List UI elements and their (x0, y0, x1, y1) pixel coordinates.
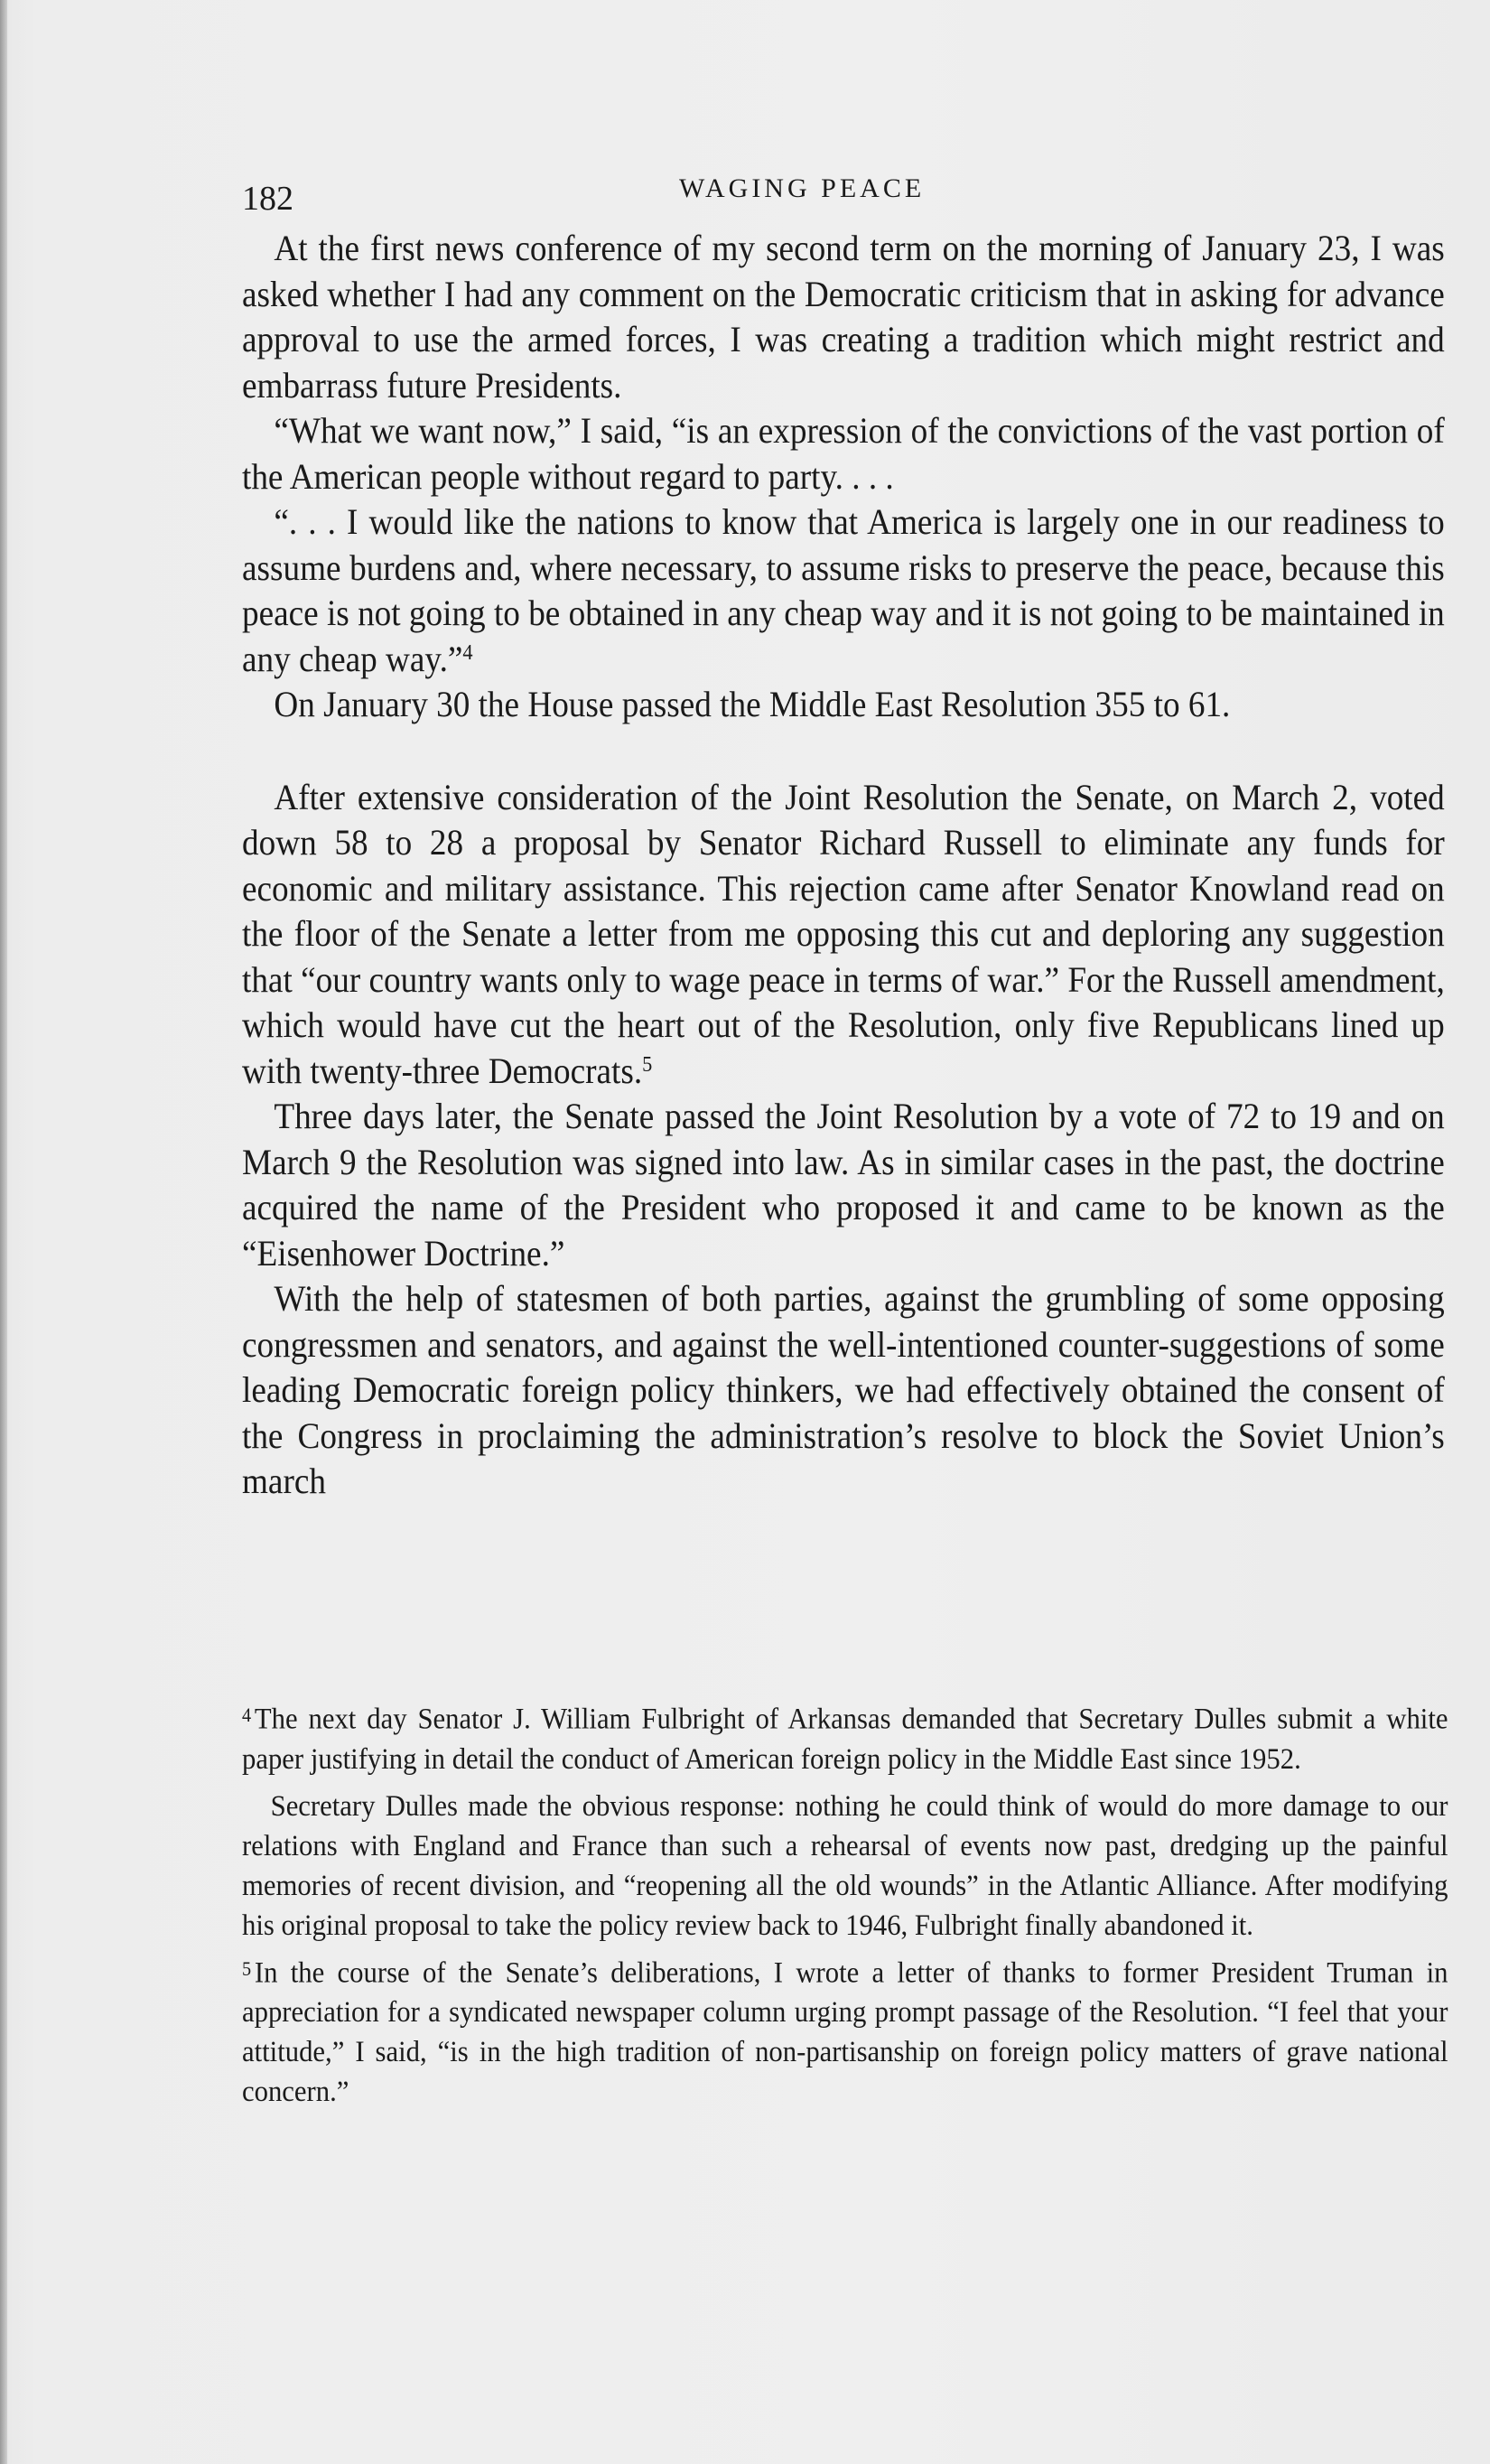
paragraph (242, 682, 1445, 728)
running-head (242, 173, 1443, 219)
footnote-text: The next day Senator J. William Fulbright of Arkansas demanded that Secretary Dulles submit a white paper justifying in detail the conduct of American foreign policy in the Middle East since 1952. (242, 1703, 1448, 1776)
paragraph (242, 775, 1445, 1095)
paragraph-text: On January 30 the House passed the Middle East Resolution 355 to 61. (274, 684, 1231, 724)
paragraph-text: With the help of statesmen of both parties, against the grumbling of some opposing congressmen and senators, and against the well-intentioned counter-suggestions of some leading Democratic foreign policy thinkers, we had effectively obtained the consent of the Congress in proclaiming the administration’s resolve to block the Soviet Union’s march (242, 1278, 1445, 1501)
paragraph (242, 499, 1445, 682)
paragraph-text: After extensive consideration of the Joint Resolution the Senate, on March 2, voted down 58 to 28 a proposal by Senator Richard Russell to eliminate any funds for economic and military assistance. This rejection came after Senator Knowland read on the floor of the Senate a letter from me opposing this cut and deploring any suggestion that “our country wants only to wage peace in terms of war.” For the Russell amendment, which would have cut the heart out of the Resolution, only five Republicans lined up with twenty-three Democrats. (242, 776, 1445, 1091)
paragraph-text: “. . . I would like the nations to know that America is largely one in our readiness to assume burdens and, where necessary, to assume risks to preserve the peace, because this peace is not going to be obtained in any cheap way and it is not going to be maintained in any cheap way.” (242, 501, 1445, 679)
running-head-title: WAGING PEACE (679, 173, 926, 203)
footnote-4-continued (242, 1787, 1448, 1946)
page-gutter-shadow (0, 0, 7, 2464)
footnote-4 (242, 1695, 1448, 1779)
footnote-text: In the course of the Senate’s deliberations, I wrote a letter of thanks to former President Truman in appreciation for a syndicated newspaper column urging prompt passage of the Resolution. “I feel that your attitude,” I said, “is in the high tradition of non-partisanship on foreign policy matters of grave national concern.” (242, 1956, 1448, 2109)
footnote-ref-4: 4 (462, 640, 473, 665)
footnote-ref-5: 5 (642, 1052, 653, 1077)
footnote-5 (242, 1949, 1448, 2113)
body-text (242, 226, 1445, 1505)
paragraph-text: At the first news conference of my second term on the morning of January 23, I was asked whether I had any comment on the Democratic criticism that in asking for advance approval to use the armed forces, I was creating a tradition which might restrict and embarrass future Presidents. (242, 228, 1445, 406)
footnote-text: Secretary Dulles made the obvious response: nothing he could think of would do more damage to our relations with England and France than such a rehearsal of events now past, dredging up the painful memories of recent division, and “reopening all the old wounds” in the Atlantic Alliance. After modifying his original proposal to take the policy review back to 1946, Fulbright finally abandoned it. (242, 1789, 1448, 1942)
paragraph-text: Three days later, the Senate passed the Joint Resolution by a vote of 72 to 19 and on March 9 the Resolution was signed into law. As in similar cases in the past, the doctrine acquired the name of the President who proposed it and came to be known as the “Eisenhower Doctrine.” (242, 1096, 1445, 1274)
page-number: 182 (242, 180, 293, 218)
paragraph (242, 408, 1445, 499)
paragraph (242, 1276, 1445, 1505)
footnote-mark: 5 (242, 1957, 252, 1980)
paragraph-text: “What we want now,” I said, “is an expression of the convictions of the vast portion of the American people without regard to party. . . . (242, 410, 1445, 497)
footnotes (242, 1692, 1448, 2112)
paragraph (242, 1094, 1445, 1276)
paragraph (242, 226, 1445, 408)
footnote-mark: 4 (242, 1704, 252, 1726)
